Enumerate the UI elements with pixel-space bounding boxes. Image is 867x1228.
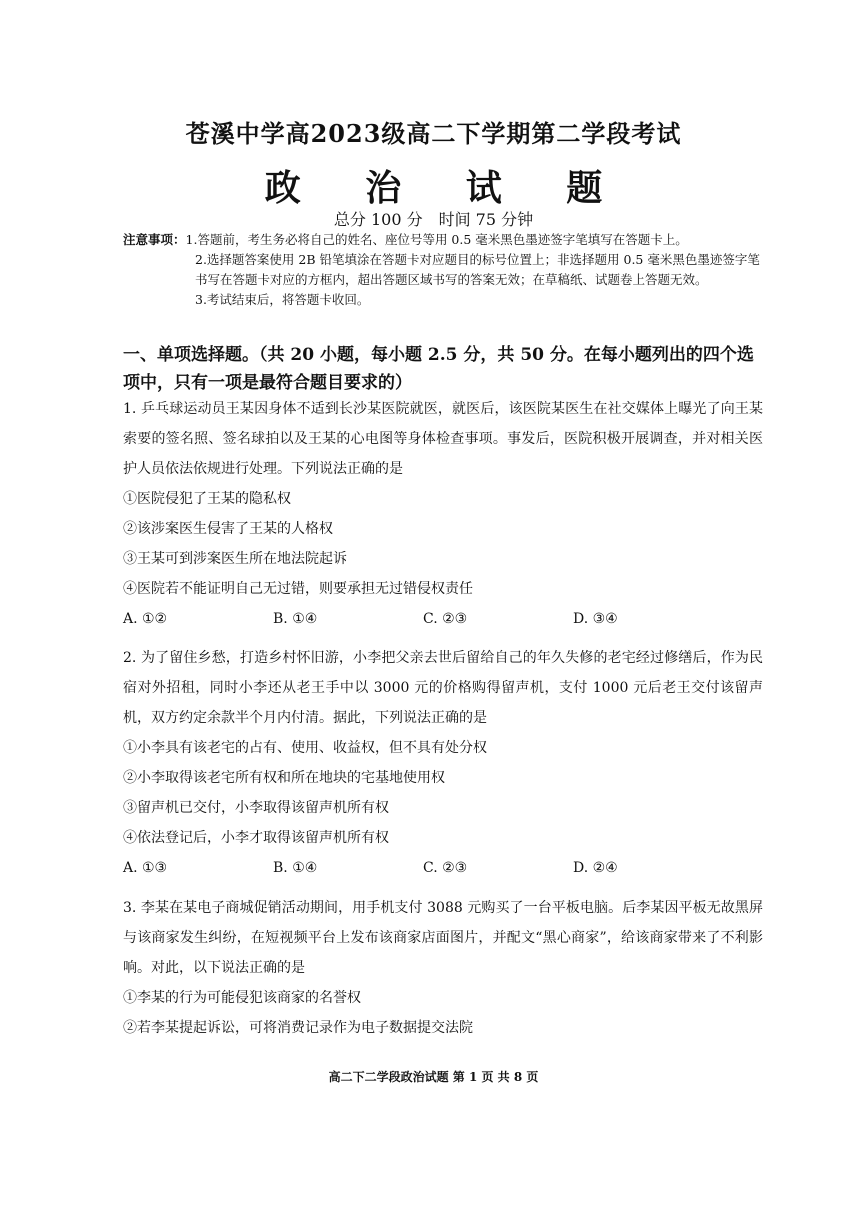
answer-choices [123,604,723,634]
subject-title: 政 治 试 题 [264,167,629,209]
note-item-1: 注意事项：1.答题前，考生务必将自己的姓名、座位号等用 0.5 毫米黑色墨迹签字笔填写在答题卡上。 [123,232,688,247]
statement-option: ④医院若不能证明自己无过错，则要承担无过错侵权责任 [123,581,473,597]
choice-c: C. ②③ [423,860,468,876]
question-stem: 1. 乒乓球运动员王某因身体不适到长沙某医院就医，就医后，该医院某医生在社交媒体上曝光了向王某索要的签名照、签名球拍以及王某的心电图等身体检查事项。事发后，医院积极开展调查，并对相关医护人员依法依规进行处理。下列说法正确的是 [123,401,763,477]
school-exam-title: 苍溪中学高2023级高二下学期第二学段考试 [185,119,682,148]
choice-d: D. ③④ [573,611,618,627]
statement-option: ①小李具有该老宅的占有、使用、收益权，但不具有处分权 [123,740,487,756]
section-heading-single-choice: 一、单项选择题。（共 20 小题，每小题 2.5 分，共 50 分。在每小题列出的四个选项中，只有一项是最符合题目要求的） [123,345,754,393]
statement-option: ③王某可到涉案医生所在地法院起诉 [123,551,347,567]
statement-option: ①李某的行为可能侵犯该商家的名誉权 [123,990,361,1006]
statement-option: ②小李取得该老宅所有权和所在地块的宅基地使用权 [123,770,445,786]
answer-choices [123,853,723,883]
choice-c: C. ②③ [423,611,468,627]
statement-option: ①医院侵犯了王某的隐私权 [123,491,291,507]
choice-a: A. ①② [123,611,168,627]
question-stem: 2. 为了留住乡愁，打造乡村怀旧游，小李把父亲去世后留给自己的年久失修的老宅经过修缮后，作为民宿对外招租，同时小李还从老王手中以 3000 元的价格购得留声机，支付 1000 元后老王交付该留声机，双方约定余款半个月内付清。据此，下列说法正确的是 [123,650,763,726]
exam-notes [123,230,763,310]
statement-option: ③留声机已交付，小李取得该留声机所有权 [123,800,389,816]
choice-b: B. ①④ [273,860,318,876]
note-item-3: 3.考试结束后，将答题卡收回。 [195,292,370,307]
question-3 [123,893,763,1043]
question-2 [123,643,763,883]
score-time-info: 总分 100 分 时间 75 分钟 [333,210,534,229]
statement-option: ②若李某提起诉讼，可将消费记录作为电子数据提交法院 [123,1020,473,1036]
question-stem: 3. 李某在某电子商城促销活动期间，用手机支付 3088 元购买了一台平板电脑。后李某因平板无故黑屏与该商家发生纠纷，在短视频平台上发布该商家店面图片，并配文“黑心商家”，给该商家带来了不利影响。对此，以下说法正确的是 [123,900,763,976]
statement-option: ②该涉案医生侵害了王某的人格权 [123,521,333,537]
choice-d: D. ②④ [573,860,618,876]
note-item-2: 2.选择题答案使用 2B 铅笔填涂在答题卡对应题目的标号位置上；非选择题用 0.5 毫米黑色墨迹签字笔书写在答题卡对应的方框内，超出答题区域书写的答案无效；在草稿纸、试题卷上答题无效。 [195,252,760,287]
page-footer: 高二下二学段政治试题 第 1 页 共 8 页 [328,1070,539,1084]
notes-label: 注意事项： [123,232,186,247]
choice-a: A. ①③ [123,860,168,876]
question-1 [123,394,763,634]
choice-b: B. ①④ [273,611,318,627]
statement-option: ④依法登记后，小李才取得该留声机所有权 [123,830,389,846]
